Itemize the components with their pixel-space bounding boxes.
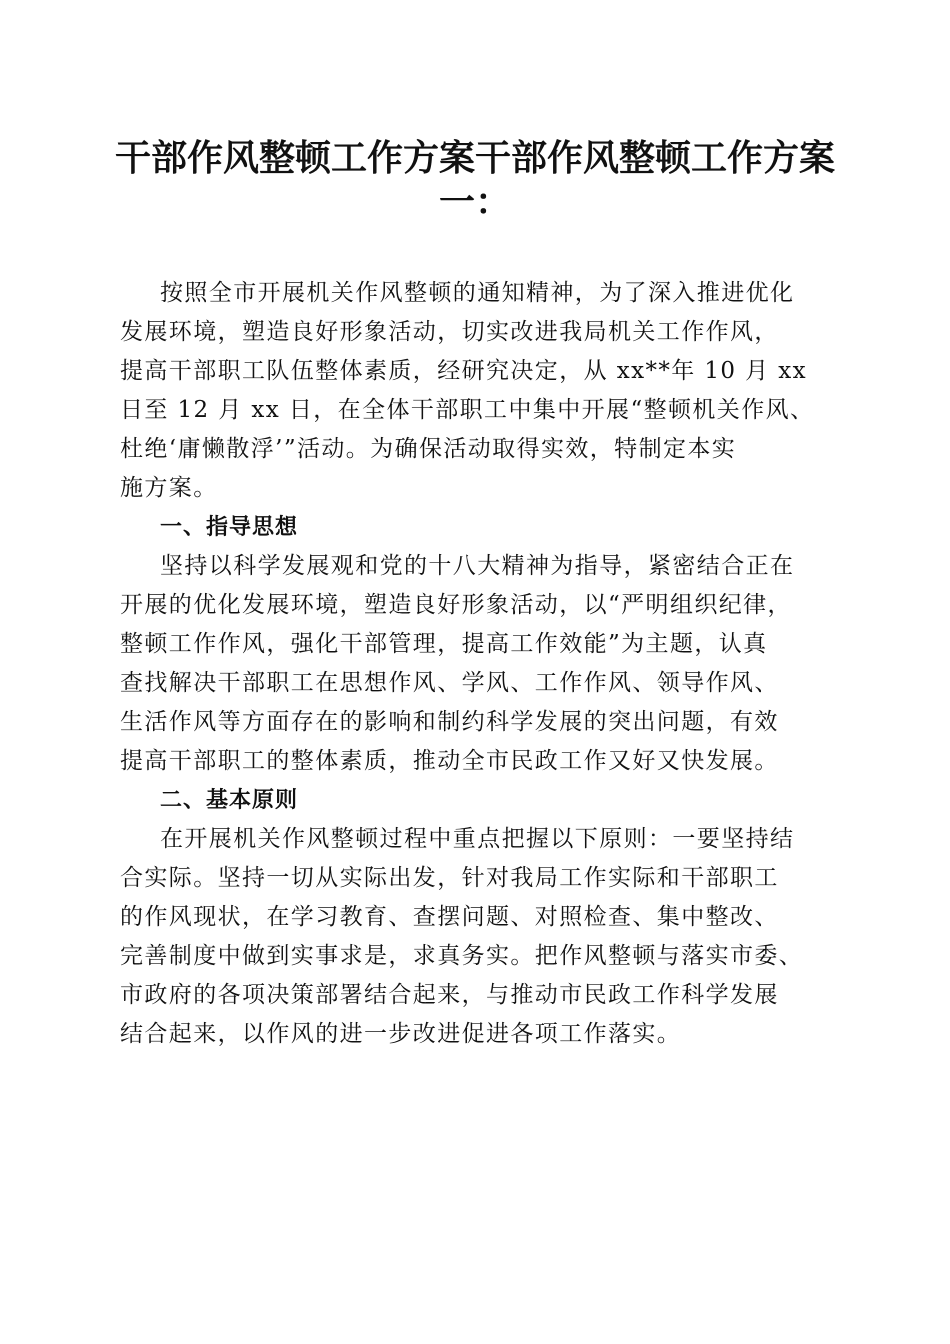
text-line: 开展的优化发展环境，塑造良好形象活动，以“严明组织纪律， <box>120 592 792 618</box>
text-line: 结合起来，以作风的进一步改进促进各项工作落实。 <box>120 1021 682 1047</box>
text-line: 发展环境，塑造良好形象活动，切实改进我局机关工作作风， <box>120 319 779 345</box>
title-line: 干部作风整顿工作方案干部作风整顿工作方案 <box>114 137 835 179</box>
intro-paragraph <box>120 274 830 508</box>
text-line: 完善制度中做到实事求是，求真务实。把作风整顿与落实市委、 <box>120 943 804 969</box>
text-line: 在开展机关作风整顿过程中重点把握以下原则：一要坚持结 <box>160 826 795 852</box>
text-line: 查找解决干部职工在思想作风、学风、工作作风、领导作风、 <box>120 670 779 696</box>
text-line: 杜绝‘庸懒散浮’”活动。为确保活动取得实效，特制定本实 <box>120 436 737 462</box>
text-line: 按照全市开展机关作风整顿的通知精神，为了深入推进优化 <box>160 280 795 306</box>
text-line: 提高干部职工队伍整体素质，经研究决定，从 xx**年 10 月 xx <box>120 358 807 384</box>
document-title <box>100 136 850 224</box>
section-heading-guiding-ideology: 一、指导思想 <box>160 515 299 540</box>
text-line: 提高干部职工的整体素质，推动全市民政工作又好又快发展。 <box>120 748 779 774</box>
text-line: 坚持以科学发展观和党的十八大精神为指导，紧密结合正在 <box>160 553 795 579</box>
text-line: 日至 12 月 xx 日，在全体干部职工中集中开展“整顿机关作风、 <box>120 397 815 423</box>
title-line: 一： <box>438 181 511 223</box>
guiding-ideology-paragraph <box>120 547 830 781</box>
section-heading-basic-principles: 二、基本原则 <box>160 788 299 813</box>
text-line: 的作风现状，在学习教育、查摆问题、对照检查、集中整改、 <box>120 904 779 930</box>
text-line: 生活作风等方面存在的影响和制约科学发展的突出问题，有效 <box>120 709 779 735</box>
text-line: 市政府的各项决策部署结合起来，与推动市民政工作科学发展 <box>120 982 779 1008</box>
document-body <box>120 274 830 1054</box>
basic-principles-paragraph <box>120 820 830 1054</box>
text-line: 施方案。 <box>120 475 218 501</box>
text-line: 合实际。坚持一切从实际出发，针对我局工作实际和干部职工 <box>120 865 779 891</box>
text-line: 整顿工作作风，强化干部管理，提高工作效能”为主题，认真 <box>120 631 768 657</box>
